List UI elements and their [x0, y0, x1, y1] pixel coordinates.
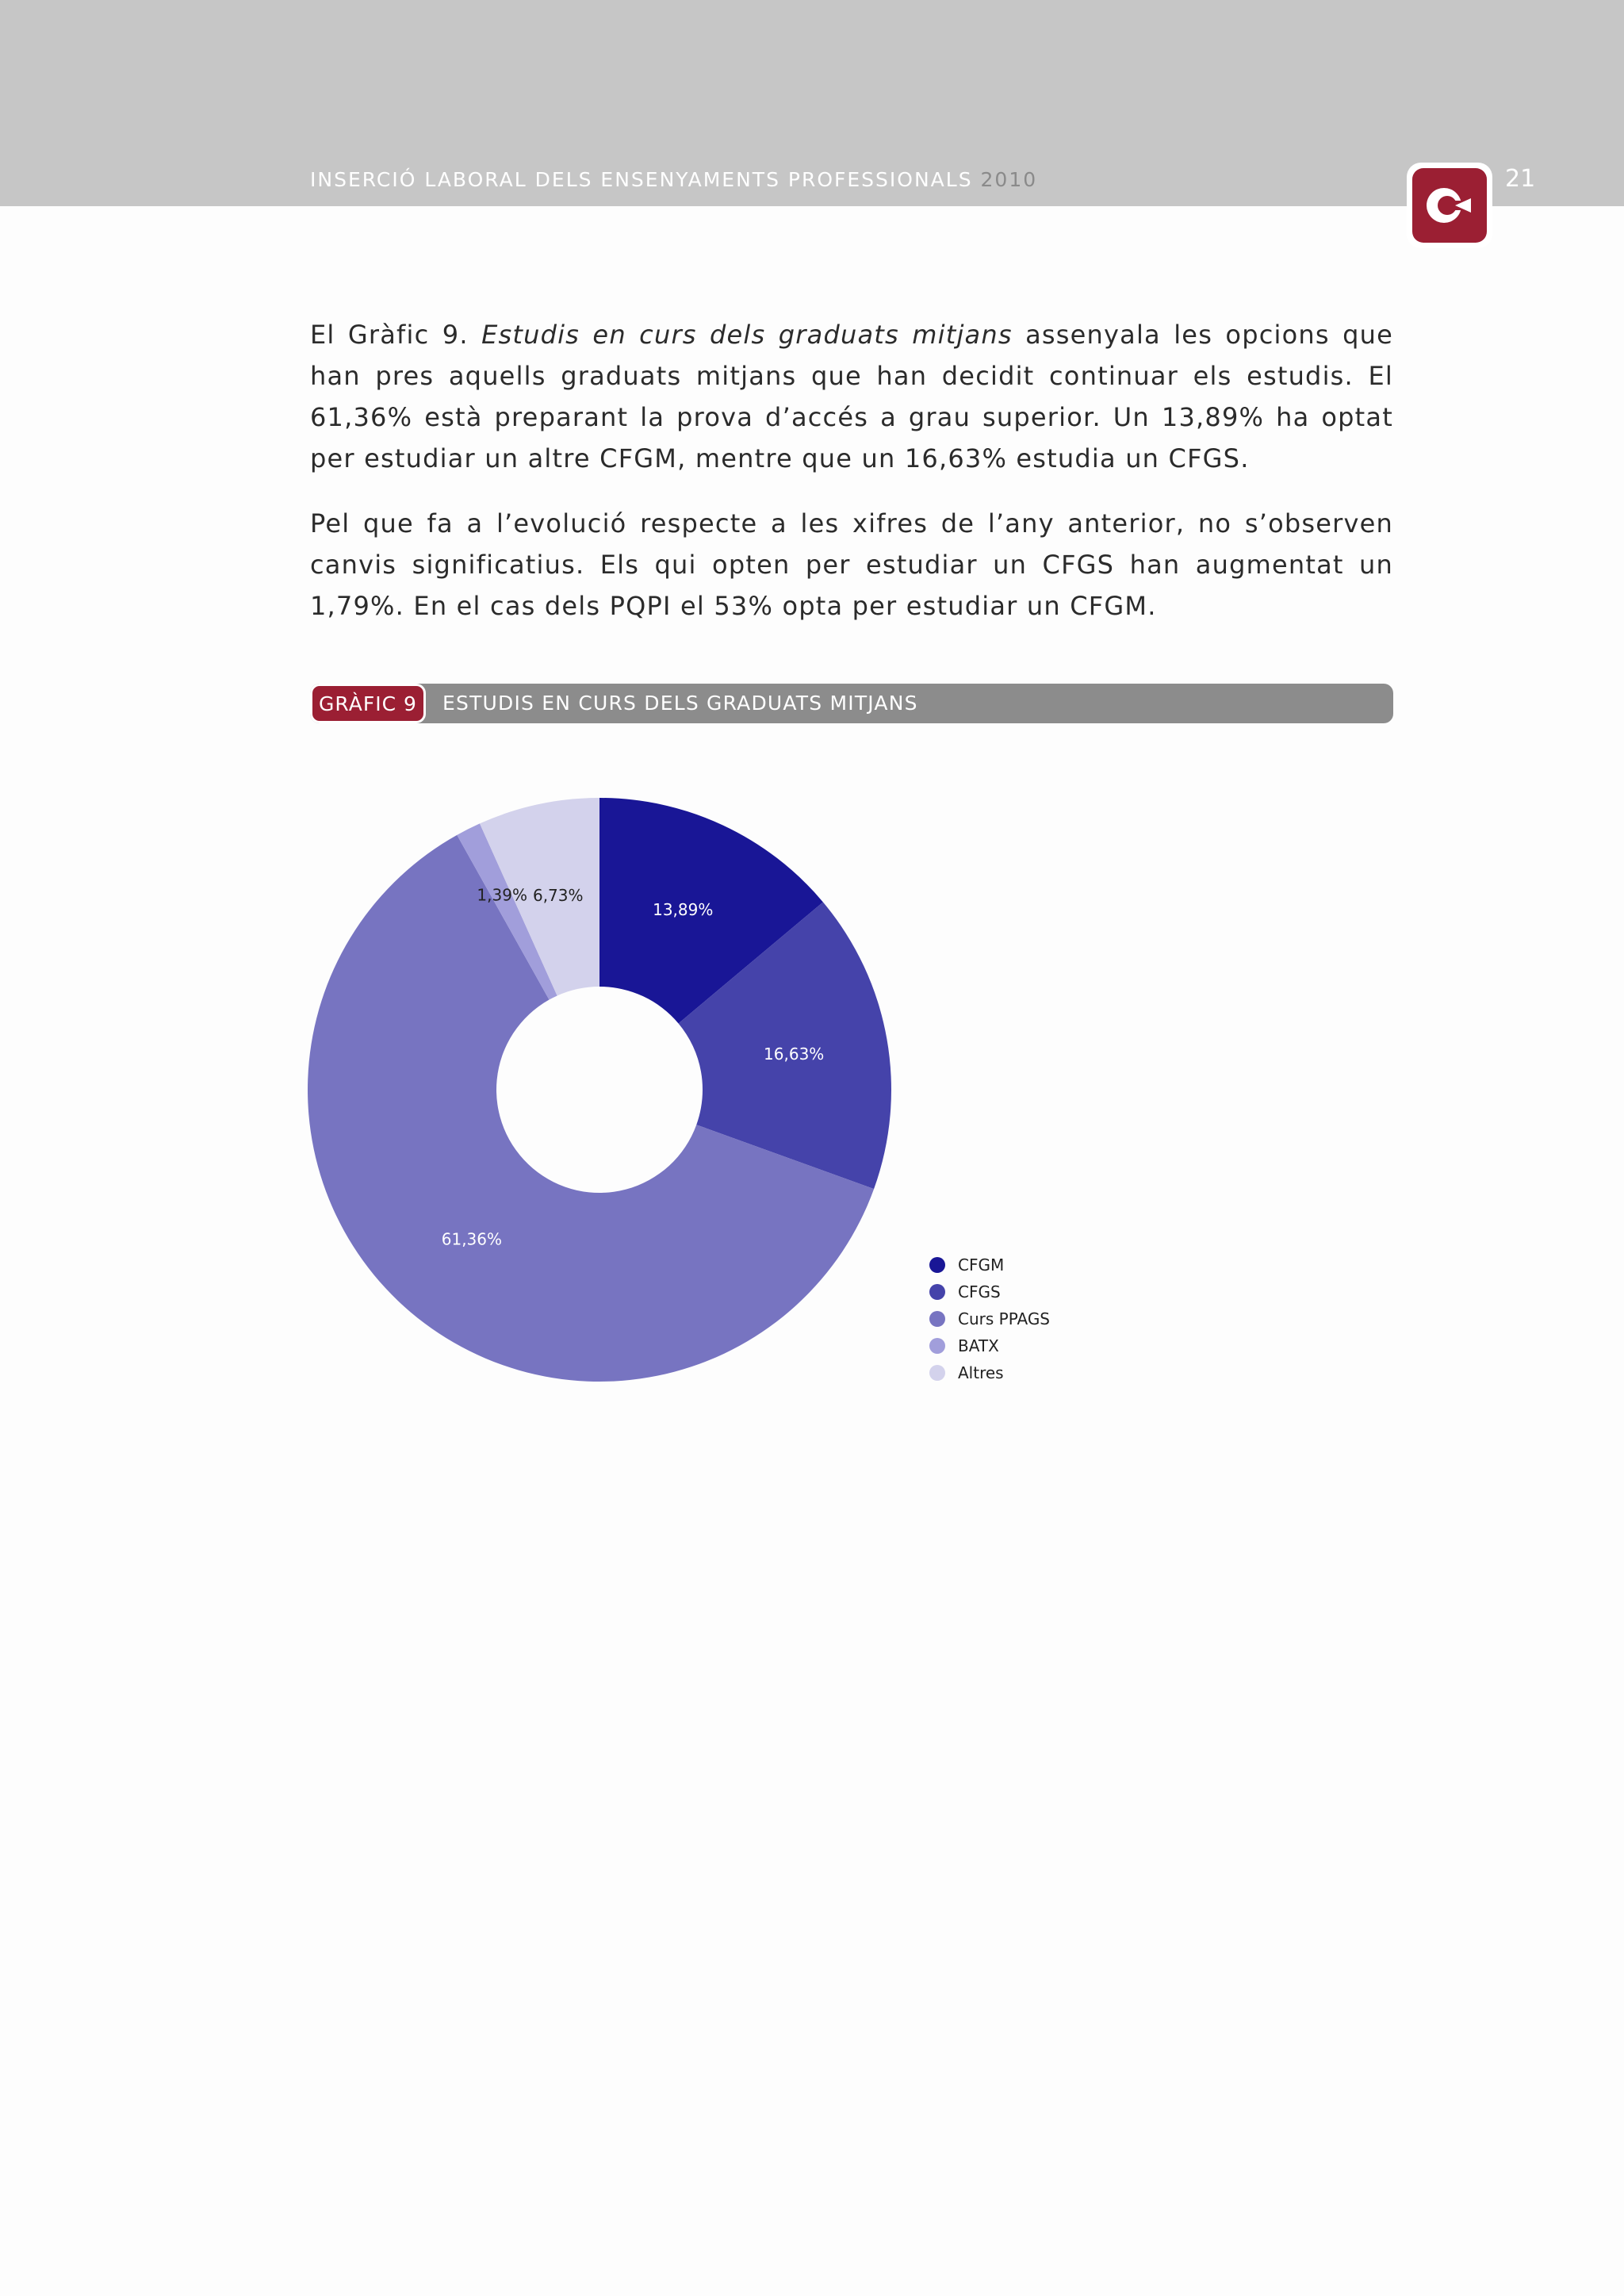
document-title-text: INSERCIÓ LABORAL DELS ENSENYAMENTS PROFESSIONALS	[310, 168, 973, 191]
figure-number-tag: GRÀFIC 9	[310, 684, 426, 723]
legend-item-cfgs	[929, 1278, 1050, 1305]
legend-swatch	[929, 1311, 945, 1327]
document-year: 2010	[980, 168, 1038, 191]
slice-label-curs-ppags: 61,36%	[441, 1229, 503, 1249]
legend-item-altres	[929, 1359, 1050, 1386]
legend-label: CFGS	[958, 1282, 1001, 1301]
document-title	[310, 168, 1037, 191]
paragraph-2: Pel que fa a l’evolució respecte a les xifres de l’any anterior, no s’observen canvis significatius. Els qui opten per estudiar un CFGS han augmentat un 1,79%. En el cas dels PQPI el 53% opta per estudiar un CFGM.	[310, 508, 1393, 621]
figure-title: ESTUDIS EN CURS DELS GRADUATS MITJANS	[442, 692, 918, 715]
page-number: 21	[1505, 165, 1536, 193]
legend-label: Altres	[958, 1363, 1004, 1382]
logo-icon	[1412, 168, 1487, 243]
legend-swatch	[929, 1365, 945, 1381]
chart-reference: Estudis en curs dels graduats mitjans	[481, 320, 1013, 350]
legend-swatch	[929, 1257, 945, 1273]
publisher-logo	[1407, 163, 1492, 248]
legend-swatch	[929, 1338, 945, 1354]
slice-label-cfgm: 13,89%	[653, 899, 714, 919]
legend-item-batx	[929, 1332, 1050, 1359]
legend-label: CFGM	[958, 1255, 1005, 1274]
slice-label-batx: 1,39%	[477, 885, 527, 905]
slice-label-altres: 6,73%	[532, 886, 584, 906]
chart-legend	[929, 1251, 1050, 1386]
legend-label: BATX	[958, 1336, 999, 1355]
paragraph-1-rest: assenyala les opcions que han pres aquells graduats mitjans que han decidit continuar els estudis. El 61,36% està preparant la prova d’accés a grau superior. Un 13,89% ha optat per estudiar un altre CFGM, mentre que un 16,63% estudia un CFGS.	[310, 320, 1393, 473]
legend-item-curs-ppags	[929, 1305, 1050, 1332]
legend-label: Curs PPAGS	[958, 1309, 1051, 1328]
paragraph-1	[310, 314, 1393, 479]
slice-label-cfgs: 16,63%	[764, 1044, 825, 1064]
legend-item-cfgm	[929, 1251, 1050, 1278]
legend-swatch	[929, 1284, 945, 1300]
paragraph-1-intro: El Gràfic 9.	[310, 320, 482, 350]
